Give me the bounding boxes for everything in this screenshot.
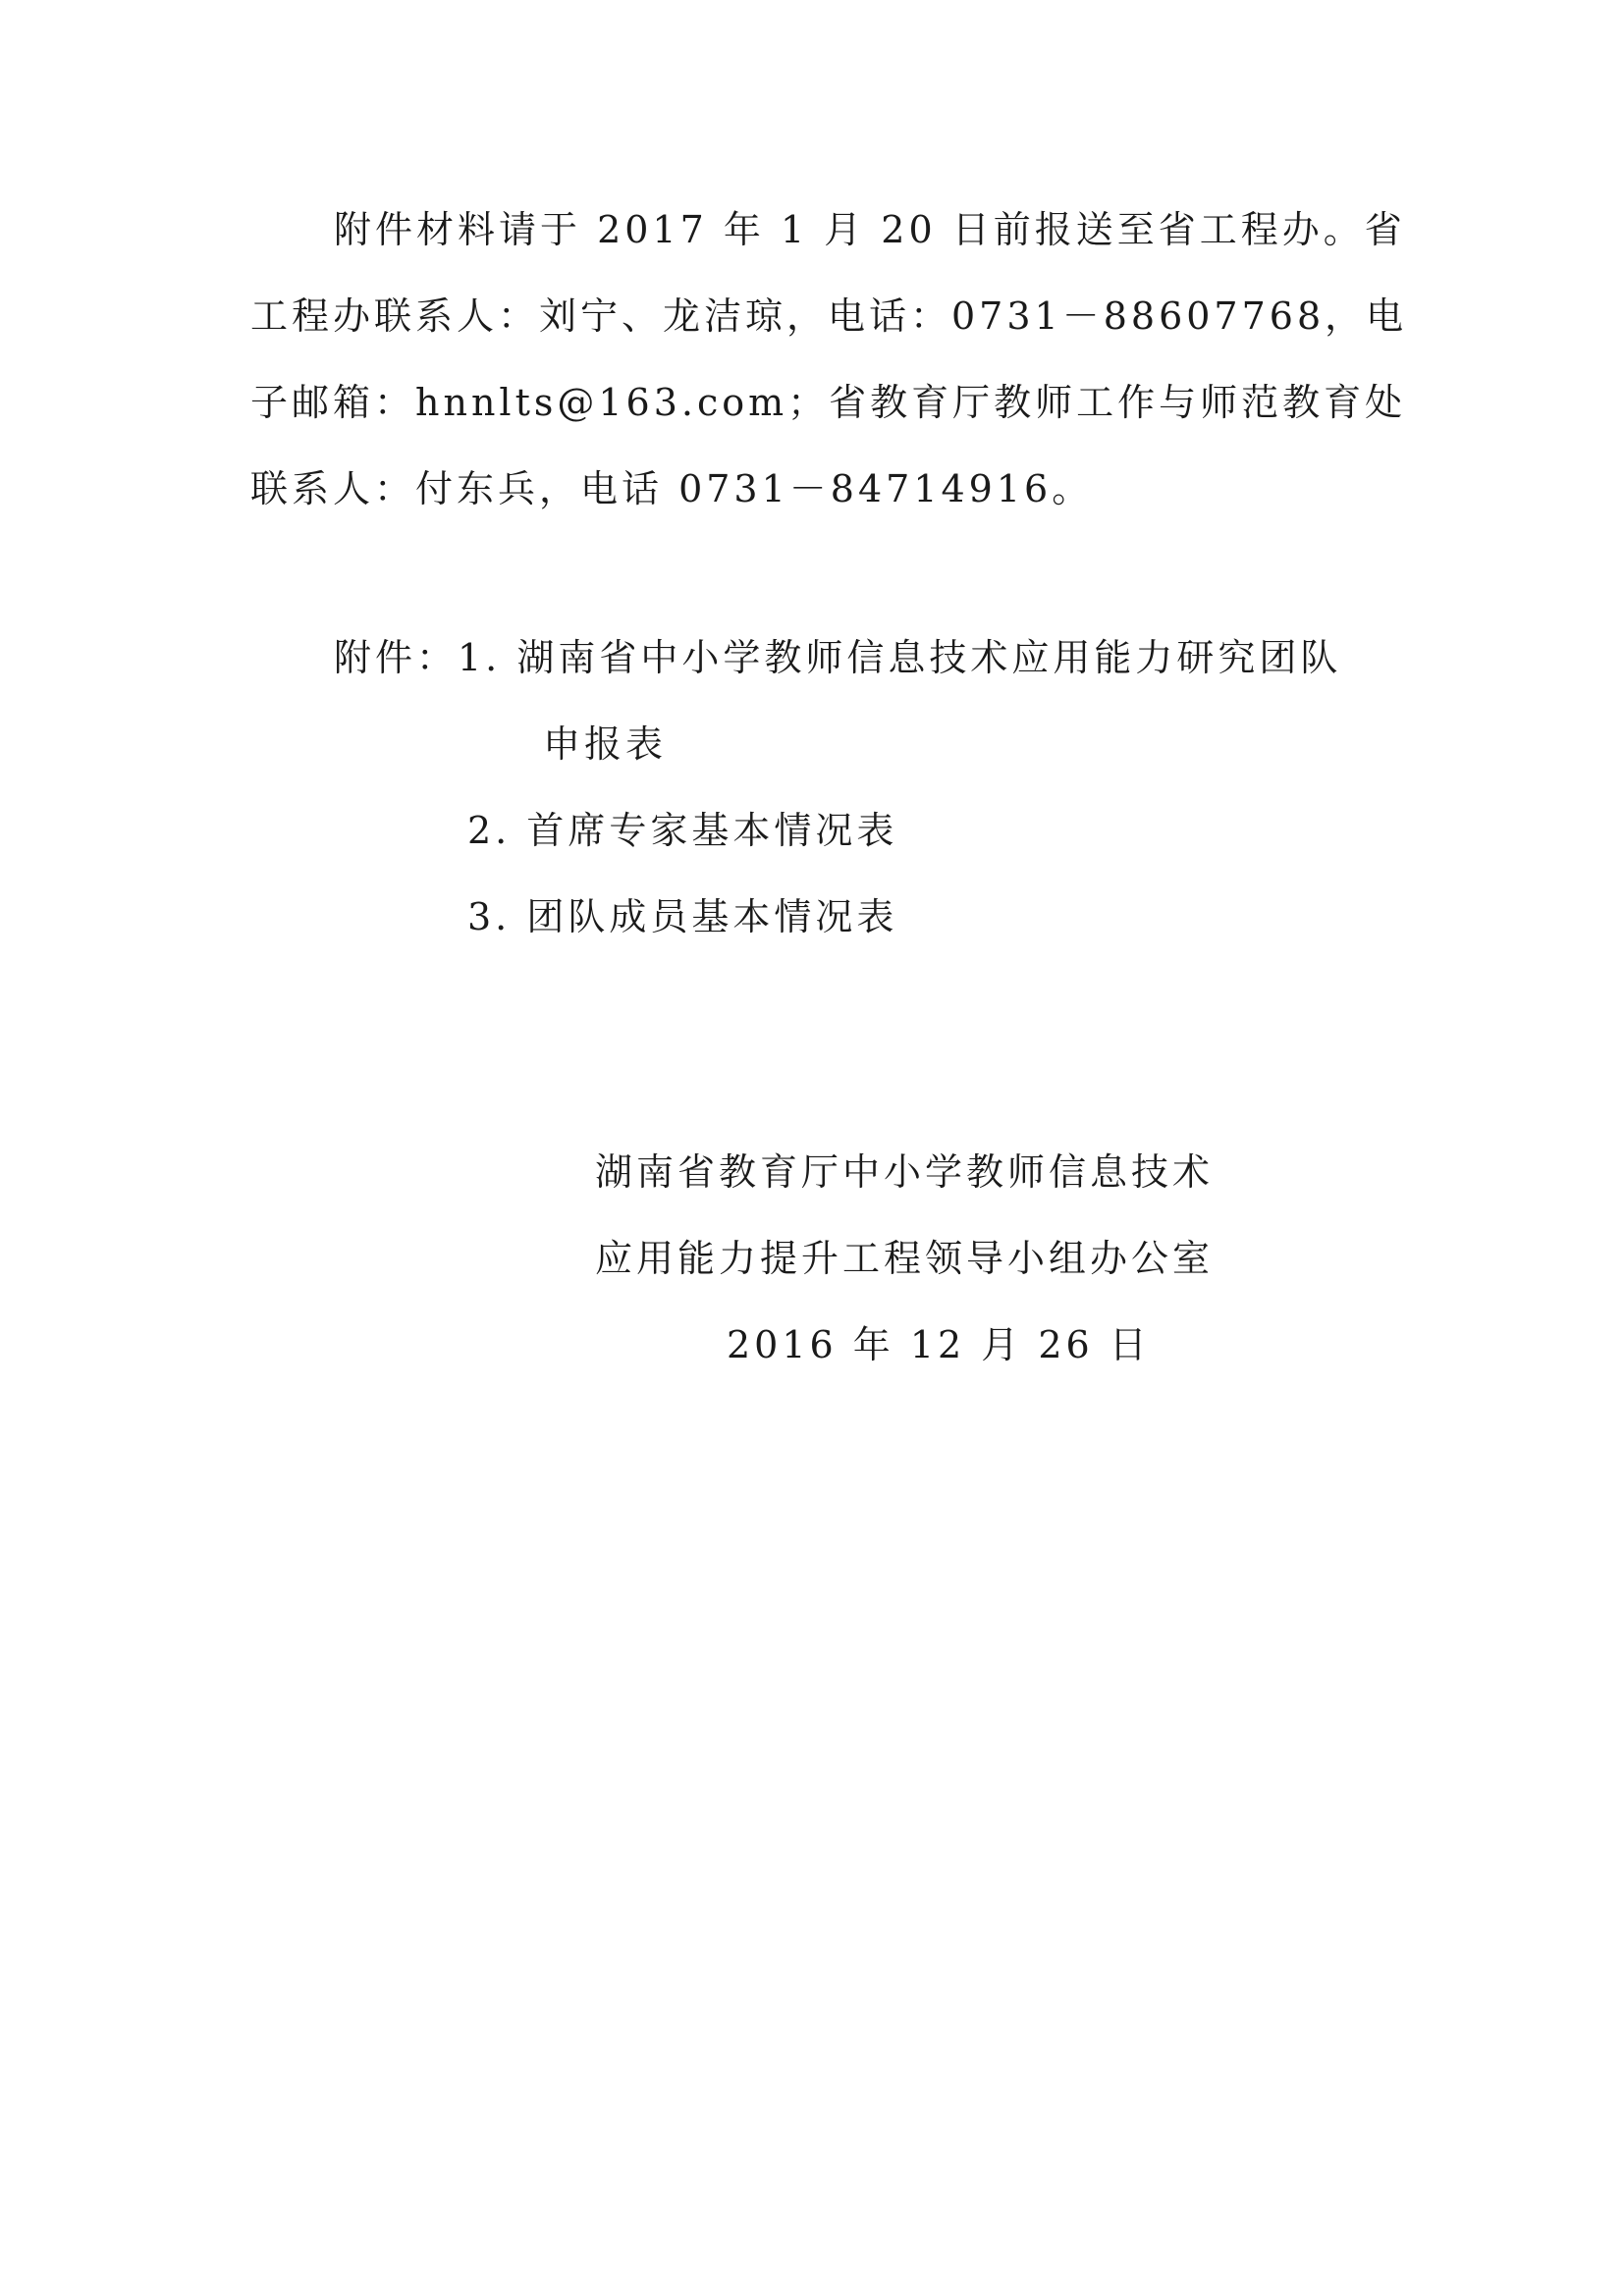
signature-org-line-1: 湖南省教育厅中小学教师信息技术	[595, 1150, 1215, 1194]
attachment-item-2: 2. 首席专家基本情况表	[467, 809, 898, 852]
signature-org-line-2: 应用能力提升工程领导小组办公室	[595, 1237, 1215, 1280]
signature-date: 2016 年 12 月 26 日	[727, 1323, 1151, 1366]
paragraph-line-1: 附件材料请于 2017 年 1 月 20 日前报送至省工程办。省	[334, 208, 1406, 251]
attachment-item-3: 3. 团队成员基本情况表	[467, 895, 898, 938]
paragraph-line-4: 联系人：付东兵，电话 0731－84714916。	[250, 467, 1094, 510]
attachment-item-1-continued: 申报表	[543, 722, 668, 766]
paragraph-line-2: 工程办联系人：刘宁、龙洁琼，电话：0731－88607768，电	[250, 294, 1408, 338]
attachment-item-1: 附件：1. 湖南省中小学教师信息技术应用能力研究团队	[334, 636, 1342, 679]
paragraph-line-3: 子邮箱：hnnlts@163.com；省教育厅教师工作与师范教育处	[250, 381, 1407, 424]
